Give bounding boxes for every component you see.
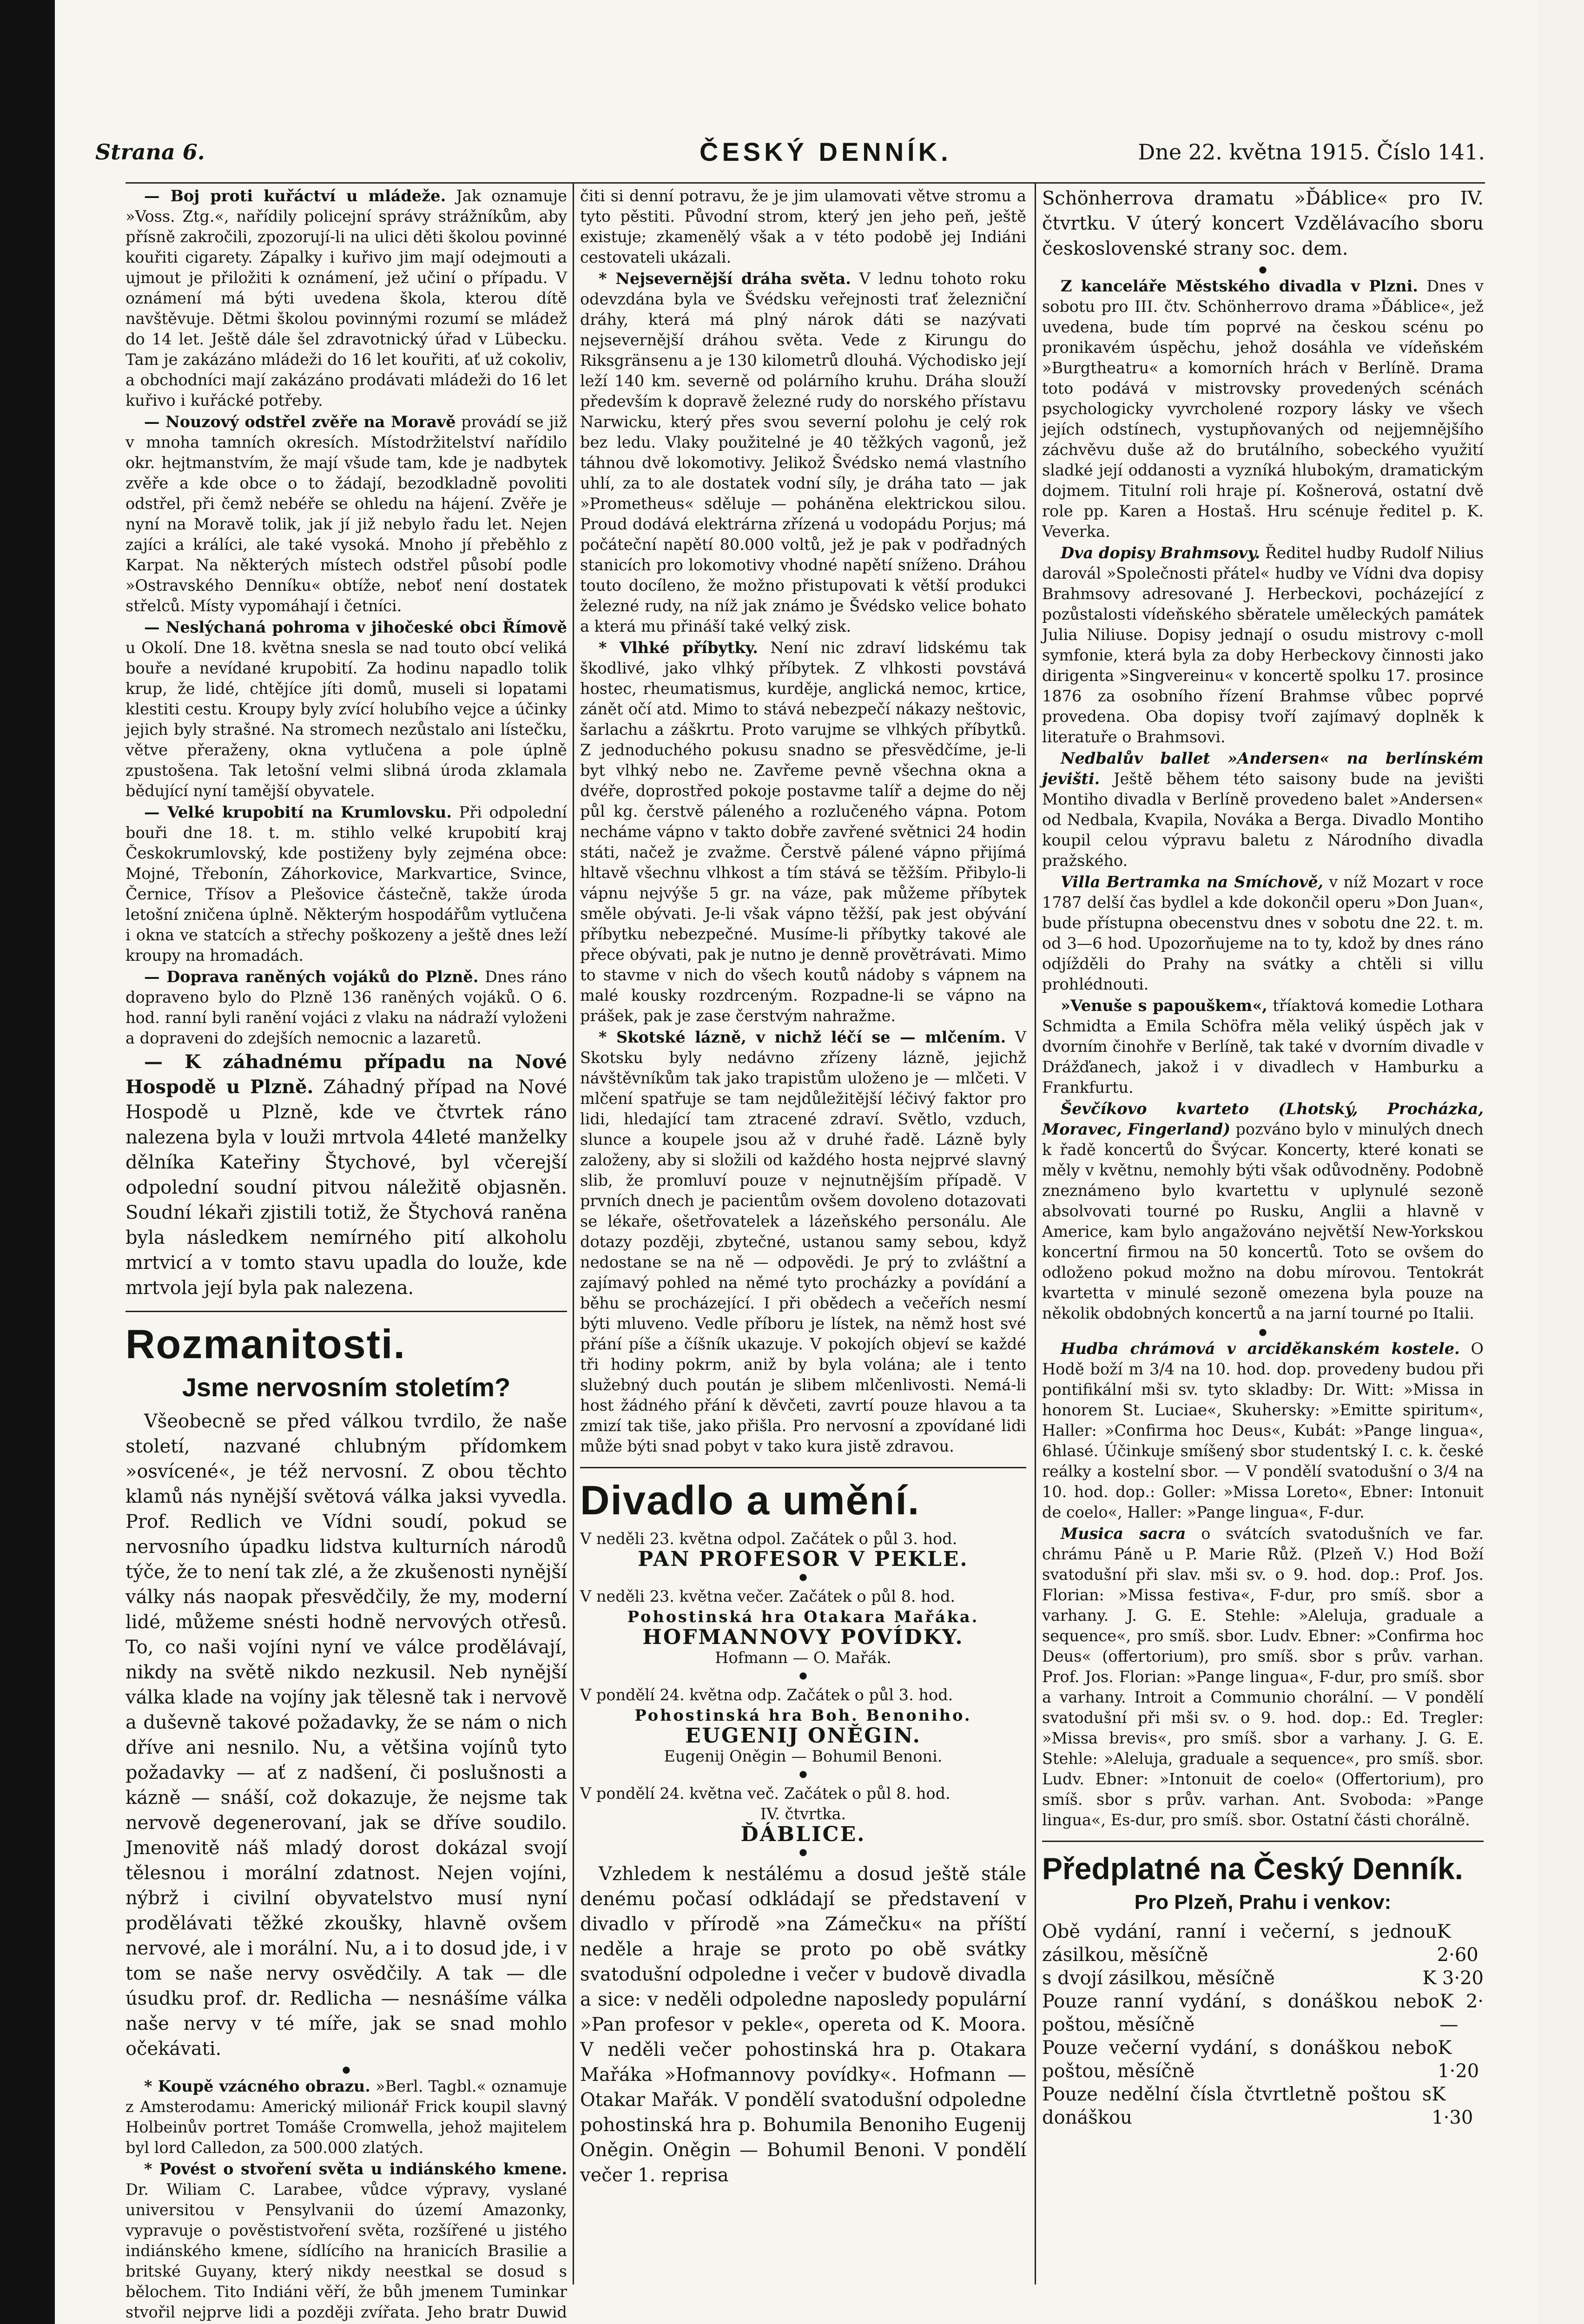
article-lead: »Venuše s papouškem«, [1061,997,1267,1015]
separator-dot: ● [1259,264,1267,275]
section-title-rozmanitosti: Rozmanitosti. [125,1321,406,1367]
article-text: v níž Mozart v roce 1787 delší čas bydlel a kde dokončil operu »Don Juan«, bude přístupna obecenstvu dnes v sobotu dne 22. t. m. od 3—6 hod. Upozorňujeme na to ty, kdož by dnes ráno odjížděli do Prahy na svátky a chtěli si villu prohlédnouti. [1042,873,1484,993]
performance-time: V pondělí 24. května več. Začátek o půl 8. hod. [580,1784,950,1802]
article-text: O Hodě boží m 3/4 na 10. hod. dop. provedeny budou při pontifikální mši sv. tyto skladby: Dr. Witt: »Missa in honorem St. Luciae«, Skuhersky: »Emitte spiritum«, Haller: »Confirma hoc Deus«, Kubát: »Pange lingua«, 6hlasé. Účinkuje smíšený sbor studentský I. c. k. české reálky a kostelní sbor. — V pondělí svatodušní o 3/4 na 10. hod. dop.: Goller: »Missa Loreto«, Ebner: Intonuit de coelo«, Haller: »Pange lingua«, F-dur. [1042,1340,1484,1521]
article-text: V Skotsku byly nedávno zřízeny lázně, jejichž návštěvníkům tak jako trapistům uloženo je — mlčeti. V mlčení spatřuje se tam nejdůležitější léčivý faktor pro lidi, hledající tam ztracené zdraví. Světlo, vzduch, slunce a koupele jsou až v druhé řadě. Lázně byly založeny, aby si složili od každého hosta nejprvé slavný slib, že promluví pouze v nejnutnějším případě. V prvních dnech je pacientům ovšem dovoleno dotazovati se lékaře, ošetřovatelek a lázeňského personálu. Ale dotazy později, zbytečné, ustanou samy sebou, když nedostane se na ně — odpovědi. Je prý to zvláštní a zajímavý pohled na němé tyto procházky a povídání a běhu se procházející. I při obědech a večeřích nesmí býti mluveno. Vedle příboru je lístek, na němž host své přání píše a číšník ukazuje. V pokojích objeví se každé tři hodiny pokrm, aniž by byla volána; ale i tento služebný duch poután je slibem mlčenlivosti. Nemá-li host žádného přání k děvčeti, zavrtí pouze hlavou a ta zmizí tak tiše, jako přišla. Pro nervosní a zpovídané lidi může býti snad pobyt v tako kura jistě zdravou. [580,1028,1026,1455]
scan-margin [0,0,55,2324]
separator-dot: ● [342,2064,350,2075]
article-headline: Jsme nervosním stoletím? [182,1373,511,1402]
article-text: Není nic zdraví lidskému tak škodlivé, jako vlhký příbytek. Z vlhkosti povstává hostec, rheumatismus, kurděje, anglická nemoc, krtice, zánět očí atd. Mimo to stává nebezpečí nákazy neštovic, šarlachu a záškrtu. Proto varujme se vlhkých příbytků. Z jednoduchého pokusu snadno se přesvědčíme, je-li byt vlhký nebo ne. Zavřeme pevně všechna okna a dvéře, doprostřed pokoje postavme talíř a dejme do něj půl kg. čerstvě páleného a rozlučeného vápna. Potom necháme vápno v takto dobře zavřené světnici 24 hodin státi, načež je zvažme. Čerstvě pálené vápno přijímá hltavě všechnu vlhkost a tím stává se těžším. Přibylo-li vápnu nejvýše 5 gr. na váze, pak můžeme příbytek směle obývati. Je-li však vápno těžší, pak jest obývání příbytku nebezpečné. Musíme-li příbytky takové ale přece obývati, pak je nutno je denně provětrávati. Mimo to stavme v nich do všech koutů nádoby s vápnem na malé kousky rozdrceným. Rozpadne-li se vápno na prášek, pak je zase čerstvým nahražme. [580,639,1026,1025]
page-number: Strana 6. [95,139,205,165]
separator-dot: ● [799,1571,807,1582]
subscription-subtitle: Pro Plzeň, Prahu i venkov: [1134,1891,1392,1914]
subscription-label: s dvojí zásilkou, měsíčně [1042,1967,1275,1989]
section-rule [125,1311,567,1312]
column-rule-1 [573,184,574,2284]
article-text: Ředitel hudby Rudolf Nilius darovál »Společnosti přátel« hudby ve Vídni dva dopisy Brahmsovy adresované J. Herbeckovi, pocházející z pozůstalosti vídeňského sběratele uměleckých památek Julia Niliuse. Dopisy jednají o osudu mistrovy c-moll symfonie, která byla za doby Herbeckovy činnosti jako dirigenta »Singvereinu« v koncertě spolku 17. prosince 1876 za osobního řízení Brahmse vůbec poprvé provedena. Oba dopisy tvoří zajímavý doplněk k literatuře o Brahmsovi. [1042,544,1484,746]
article-lead: Musica sacra [1061,1525,1186,1543]
performance-title: ĎÁBLICE. [740,1822,866,1846]
section-rule [580,1467,1026,1468]
article-lead: Hudba chrámová v arciděkanském kostele. [1061,1340,1460,1358]
article-text: Schönherrova dramatu »Ďáblice« pro IV. čtvrtku. V úterý koncert Vzdělávacího sboru československé strany soc. dem. [1042,188,1484,259]
subscription-label: Pouze ranní vydání, s donáškou nebo poštou, měsíčně [1042,1991,1440,2035]
subscription-row [1042,1967,1484,1990]
separator-dot: ● [799,1768,807,1779]
section-rule [1042,1841,1484,1842]
article-text: »Berl. Tagbl.« oznamuje z Amsterodamu: Americký milionář Frick koupil slavný Holbeinův portret Tomáše Cromwella, jehož majitelem byl lord Calledon, za 500.000 zlatých. [125,2077,568,2157]
article-text: Vzhledem k nestálému a dosud ještě stále denému počasí odkládají se představení v divadlo v přírodě »na Zámečku« na příští neděle a hraje se proto po obě svátky svatodušní odpoledne i večer v budově divadla a sice: v neděli odpoledne naposledy populární »Pan profesor v pekle«, opereta od K. Moora. V neděli večer pohostinská hra p. Otakara Mařáka »Hofmannovy povídky«. Hofmann — Otakar Mařák. V pondělí svatodušní odpoledne pohostinská hra p. Bohumila Benoniho Eugenij Oněgin. Oněgin — Bohumil Benoni. V pondělí večer 1. reprisa [580,1863,1026,2186]
article-lead: * Koupě vzácného obrazu. [144,2077,370,2095]
performance-title: PAN PROFESOR V PEKLE. [638,1547,969,1571]
subscription-price: K 3·20 [1422,1967,1484,1989]
performance-cast: Eugenij Oněgin — Bohumil Benoni. [664,1747,943,1765]
performance-title: HOFMANNOVY POVÍDKY. [642,1625,964,1649]
separator-dot: ● [799,1670,807,1681]
performance-cast: Hofmann — O. Mařák. [715,1649,891,1667]
article-lead: Nedbalův ballet »Andersen« na berlínském jevišti. [1042,749,1484,788]
subscription-row [1042,1990,1484,2036]
article-lead: — Velké krupobití na Krumlovsku. [144,803,452,821]
separator-dot: ● [1259,1326,1267,1337]
article-text: o svátcích svatodušních ve far. chrámu Páně u P. Marie Růž. (Plzeň V.) Hod Boží svatodušní při slav. mši sv. o 9. hod. dop.: Prof. Jos. Florian: »Missa festiva«, F-dur, pro smíš. sbor a varhany. J. G. E. Stehle: »Aleluja, graduale a sequence«, pro smíš. sbor. Ludv. Ebner: »Confirma hoc Deus« (offertorium), pro smíš. sbor s prův. varhan. Prof. Jos. Florian: »Pange lingua«, F-dur, pro smíš. sbor a varhany. Introit a Communio chorální. — V pondělí svatodušní při mši sv. o 9. hod. dop.: Ed. Tregler: »Missa brevis«, pro smíš. sbor a varhany. J. G. E. Stehle: »Aleluja, graduale a sequence«, pro smíš. sbor. Ludv. Ebner: »Intonuit de coelo« (Offertorium), pro smíš. sbor s prův. varhan. Ant. Svoboda: »Pange lingua«, Es-dur, pro smíš. sbor. Ostatní části chorálně. [1042,1525,1484,1829]
article-text: V lednu tohoto roku odevzdána byla ve Švédsku veřejnosti trať železniční dráhy, která má plný nárok dáti se nazývati nejsevernější dráhou světa. Vede z Kirungu do Riksgränsenu a je 130 kilometrů dlouhá. Východisko její leží 140 km. severně od polárního kruhu. Dráha slouží především k dopravě železné rudy do norského přístavu Narwicku, který přes svou severní polohu je celý rok bez ledu. Vlaky použitelné je 40 těžkých vagonů, jež táhnou dvě lokomotivy. Jelikož Švédsko nemá vlastního uhlí, za to ale dostatek vodní síly, je dráha tato — jak »Prometheus« sděluje — poháněna elektrickou silou. Proud dodává elektrárna zřízená u vodopádu Porjus; má počáteční napětí 80.000 voltů, jež je pak v podřadných stanicích pro lokomotivy vhodné napětí sníženo. Dráhou touto docíleno, že možno přistupovati k větší produkci železné rudy, na níž jak známo je Švédsko velice bohato a která mu přináší také velký zisk. [580,270,1026,635]
article-lead: Villa Bertramka na Smíchově, [1061,873,1324,891]
performance-4 [580,1783,1026,1859]
article-text: u Okolí. Dne 18. května snesla se nad touto obcí veliká bouře a nevídané krupobití. Za hodinu napadlo tolik krup, že lidé, chtějíce jíti domů, museli si lopatami klestiti cestu. Kroupy byly zvící holubího vejce a účinky jejich byly strašné. Na stromech nezůstalo ani lístečku, větve přeraženy, okna vytlučena a pole úplně zpustošena. Tak letošní velmi slibná úroda zklamala bědující nyní tamější obyvatele. [125,639,567,800]
article-lead: — Nouzový odstřel zvěře na Moravě [144,413,456,431]
issue-date: Dne 22. května 1915. Číslo 141. [1138,139,1485,165]
performance-time: V neděli 23. května večer. Začátek o půl 8. hod. [580,1587,956,1605]
subscription-title: Předplatné na Český Denník. [1042,1851,1463,1886]
article-lead: * Povést o stvoření světa u indiánského kmene. [144,2160,567,2178]
performance-subscription: IV. čtvrtka. [760,1805,846,1823]
subscription-table [1042,1920,1484,2129]
performance-time: V pondělí 24. května odp. Začátek o půl 3. hod. [580,1686,953,1704]
article-lead: * Nejsevernější dráha světa. [599,270,851,288]
article-text: Jak oznamuje »Voss. Ztg.«, nařídily policejní správy strážníkům, aby přísně zakročili, zpozorují-li na ulici děti školou povinné kouřiti cigarety. Zápalky i kuřivo jim mají odejmouti a ujmout je přiložiti k oznámení, jež učiní o případu. V oznámení má býti uvedena škola, kterou dítě navštěvuje. Dětmi školou povinnými rozumí se mládež do 14 let. Ještě dále šel zdravotnický úřad v Lübecku. Tam je zakázáno mládeži do 16 let kouřiti, ať už cokoliv, a obchodníci mají zakázáno prodávati mládeži do 16 let kuřivo i kuřácké potřeby. [125,187,567,409]
subscription-row [1042,1920,1484,1967]
column-3 [1042,186,1484,2129]
article-text: pozváno bylo v minulých dnech k řadě koncertů do Švýcar. Koncerty, které konati se měly v květnu, nemohly býti však odůvodněny. Podobně zneznámeno bylo kvartettu v uplynulé sezoně absolvovati tourné po Rusku, Anglii a hlavně v Americe, kam bylo angažováno největší New-Yorkskou koncertní firmou na 50 koncertů. Toto se ovšem do odloženo pokud možno na dobu mírovou. Tentokrát kvartetta v minulé sezoně omezena byla pouze na několik obdobných koncertů a na jarní tourné po Italii. [1042,1120,1484,1322]
article-text: Dnes v sobotu pro III. čtv. Schönherrovo drama »Ďáblice«, jež uvedena, bude tím poprvé na českou scénu po pronikavém úspěchu, jehož dosáhla ve vídeňském »Burgtheatru« a komorních hrách v Berlíně. Drama toto podává v mistrovsky provedených scénách psychologicky vyvrcholené rozpory lásky ve všech jejích odstínech, vystupňovaných od nejjemnějšího záchvěvu duše až do brutálního, sobeckého využití sladké její oddanosti a vyzníká hlubokým, dramatickým dojmem. Titulní roli hraje pí. Košnerová, ostatní dvě role pp. Karen a Hostaš. Hru scénuje ředitel p. K. Veverka. [1042,277,1484,541]
article-lead: — Neslýchaná pohroma v jihočeské obci Římově [144,618,567,636]
subscription-label: Obě vydání, ranní i večerní, s jednou zásilkou, měsíčně [1042,1921,1437,1966]
performance-title: EUGENIJ ONĚGIN. [685,1724,921,1748]
article-text: čiti si denní potravu, že je jim ulamovati větve stromu a tyto pěstiti. Původní strom, který jen jeho peň, ještě existuje; zkamenělý však a v této podobě jej Indiáni cestovateli ukázali. [580,187,1026,266]
article-text: Záhadný případ na Nové Hospodě u Plzně, kde ve čtvrtek ráno nalezena byla v louži mrtvola 44leté manželky dělníka Kateřiny Štychové, byl včerejší odpolední soudní pitvou náležitě objasněn. Soudní lékaři zjistili totiž, že Štychová raněna byla následkem nemírného pití alkoholu mrtvicí a v tomto stavu upadla do louže, kde mrtvola její byla pak nalezena. [125,1076,568,1299]
article-text: Při odpolední bouři dne 18. t. m. stihlo velké krupobití kraj Českokrumlovský, kde postiženy byly zejména obce: Mojné, Třebonín, Záhorkovice, Markvartice, Svince, Černice, Třísov a Plešovice částečně, takže úroda letošní zničena úplně. Některým hospodářům vytlučena i okna ve statcích a střechy poškozeny a ještě dnes leží kroupy na hromadách. [125,803,568,964]
column-1 [125,186,567,2324]
performance-company: Pohostinská hra Boh. Benoniho. [634,1706,972,1724]
article-lead: — Boj proti kuřáctví u mládeže. [144,187,446,205]
article-lead: Dva dopisy Brahmsovy. [1061,544,1261,562]
column-rule-2 [1035,184,1036,2284]
subscription-price: K 2·60 [1437,1921,1478,1966]
header-rule [125,182,1485,184]
performance-1 [580,1529,1026,1584]
subscription-label: Pouze nedělní čísla čtvrtletně poštou s donáškou [1042,2084,1432,2128]
article-lead: — K záhadnému případu na Nové Hospodě u Plzně. [125,1051,567,1098]
subscription-price: K 2·— [1439,1991,1484,2035]
subscription-label: Pouze večerní vydání, s donáškou nebo poštou, měsíčně [1042,2037,1438,2082]
article-text: provádí se již v mnoha tamních okresích. Místodržitelství nařídilo okr. hejtmanstvím, že mají všude tam, kde je nadbytek zvěře a kde obce o to žádají, bezodkladně povoliti odstřel, při čemž nebéře se ohledu na hájení. Zvěře je nyní na Moravě tolik, jak jí již nebylo řadu let. Nejen zajíci a králíci, ale také vysoká. Mnoho jí přeběhlo z Karpat. Na některých místech odstřel působí podle »Ostravského Denníku« obtíže, neboť není dostatek střelců. Místy vypomáhají i četníci. [125,413,568,615]
article-lead: Z kanceláře Městského divadla v Plzni. [1061,277,1418,295]
column-2 [580,186,1026,2189]
article-lead: — Doprava raněných vojáků do Plzně. [144,968,479,986]
subscription-price: K 1·30 [1432,2084,1473,2128]
separator-dot: ● [799,1846,807,1857]
performance-3 [580,1685,1026,1781]
newspaper-title: ČESKÝ DENNÍK. [700,137,952,166]
article-text: Ještě během této saisony bude na jevišti Montiho divadla v Berlíně provedeno balet »Andersen« od Nedbala, Kvapila, Nováka a Berga. Divadlo Montiho koupil celou výpravu baletu z Národního divadla pražského. [1042,770,1484,870]
performance-company: Pohostinská hra Otakara Mařáka. [627,1608,979,1626]
performance-2 [580,1586,1026,1682]
article-text: tříaktová komedie Lothara Schmidta a Emila Schöfra měla veliký úspěch jak v dvorním činohře v Berlíně, tak také v dvorním divadle v Drážďanech, jakož i v divadlech v Hamburku a Frankfurtu. [1042,997,1484,1096]
page-header [95,139,1485,181]
subscription-row [1042,2036,1484,2083]
subscription-price: K 1·20 [1438,2037,1479,2082]
subscription-row [1042,2083,1484,2129]
section-title-divadlo: Divadlo a umění. [580,1477,920,1523]
article-text: Všeobecně se před válkou tvrdilo, že naše století, nazvané chlubným přídomkem »osvícené«, je též nervosní. Z obou těchto klamů nás nynější světová válka jaksi vyvedla. Prof. Redlich ve Vídni soudí, pokud se nervosního úpadku lidstva kulturních národů týče, že to není tak zlé, a že zkušenosti nynější války nás naopak přesvědčily, že my, moderní lidé, můžeme snésti hodně nervových otřesů. To, co naši vojíni nyní ve válce prodělávají, nikdy na světě nikdo nezkusil. Neb nynější válka klade na vojíny jak tělesně tak i nervově a duševně takové požadavky, že se nám o nich dříve ani nesnilo. Nu, a většina vojínů tyto požadavky — ať z nadšení, či poslušnosti a kázně — snáší, což dokazuje, že nejsme tak nervově degenerovaní, jak se dříve soudilo. Jmenovitě náš mladý dorost dokázal svojí tělesnou i morální zdatnost. Nejen vojíni, nýbrž i civilní obyvatelstvo musí nyní prodělávati těžké zkoušky, hlavně ovšem nervové, ale i morální. Nu, a i to dosud jde, i v tom se naše nervy osvědčily. A tak — dle úsudku prof. dr. Redlicha — nesnášíme válka naše nervy v té míře, jak se snad mohlo očekávati. [125,1411,567,2060]
article-text: Dnes ráno dopraveno bylo do Plzně 136 raněných vojáků. O 6. hod. ranní byli ranění vojáci z vlaku na nádraží vyloženi a dopraveni do zdejších nemocnic a lazaretů. [125,968,567,1047]
article-lead: Ševčíkovo kvarteto (Lhotský, Procházka, Moravec, Fingerland) [1042,1100,1484,1138]
article-lead: * Vlhké příbytky. [599,639,758,657]
article-lead: * Skotské lázně, v nichž léčí se — mlčením. [599,1028,1006,1046]
performance-time: V neděli 23. května odpol. Začátek o půl 3. hod. [580,1530,957,1548]
article-text: Dr. Wiliam C. Larabee, vůdce výpravy, vyslané universitou v Pensylvanii do území Amazonky, vypravuje o pověstistvoření světa, rozšířené u jistého indiánského kmene, sídlícího na hranicích Brasilie a britské Guyany, který nikdy neestkal se dosud s bělochem. Tito Indiáni věří, že bůh jmenem Tuminkar stvořil nejprve lidi a později zvířata. Jeho bratr Duwid [125,2180,567,2321]
